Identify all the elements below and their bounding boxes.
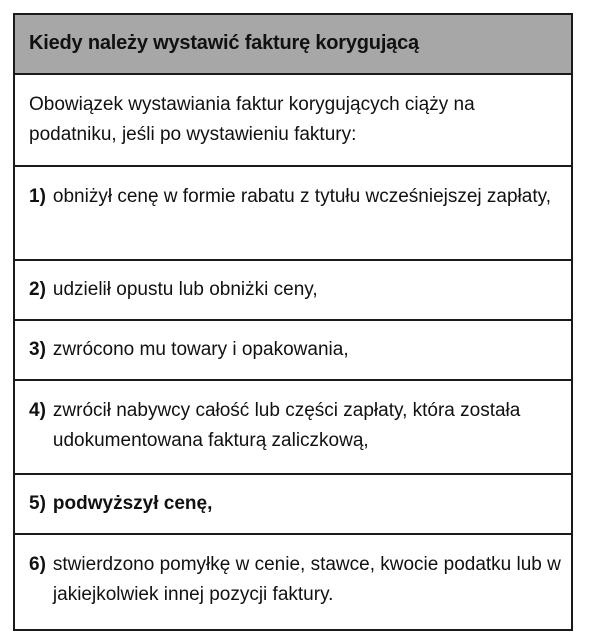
item-number: 5)	[29, 493, 46, 514]
item-text: stwierdzono pomyłkę w cenie, stawce, kwocie podatku lub w jakiejkolwiek innej pozycji faktury.	[52, 554, 561, 605]
item-number: 6)	[29, 554, 46, 575]
list-item-6	[15, 535, 571, 629]
list-item-4	[15, 381, 571, 475]
item-number: 4)	[29, 400, 46, 421]
item-text: obniżył cenę w formie rabatu z tytułu wcześniejszej zapłaty,	[52, 186, 551, 207]
list-item-2	[15, 261, 571, 321]
box-title: Kiedy należy wystawić fakturę korygującą	[15, 15, 571, 75]
item-number: 2)	[29, 279, 46, 300]
item-text: zwrócił nabywcy całość lub części zapłaty, która została udokumentowana fakturą zaliczkową,	[52, 400, 521, 451]
list-item-1	[15, 167, 571, 261]
item-text: podwyższył cenę,	[52, 493, 213, 514]
intro-text: Obowiązek wystawiania faktur korygujących ciąży na podatniku, jeśli po wystawieniu faktury:	[15, 75, 571, 167]
item-text: udzielił opustu lub obniżki ceny,	[52, 279, 318, 300]
item-number: 1)	[29, 186, 46, 207]
item-number: 3)	[29, 339, 46, 360]
list-item-5	[15, 475, 571, 535]
item-text: zwrócono mu towary i opakowania,	[52, 339, 349, 360]
list-item-3	[15, 321, 571, 381]
info-box	[13, 13, 573, 631]
